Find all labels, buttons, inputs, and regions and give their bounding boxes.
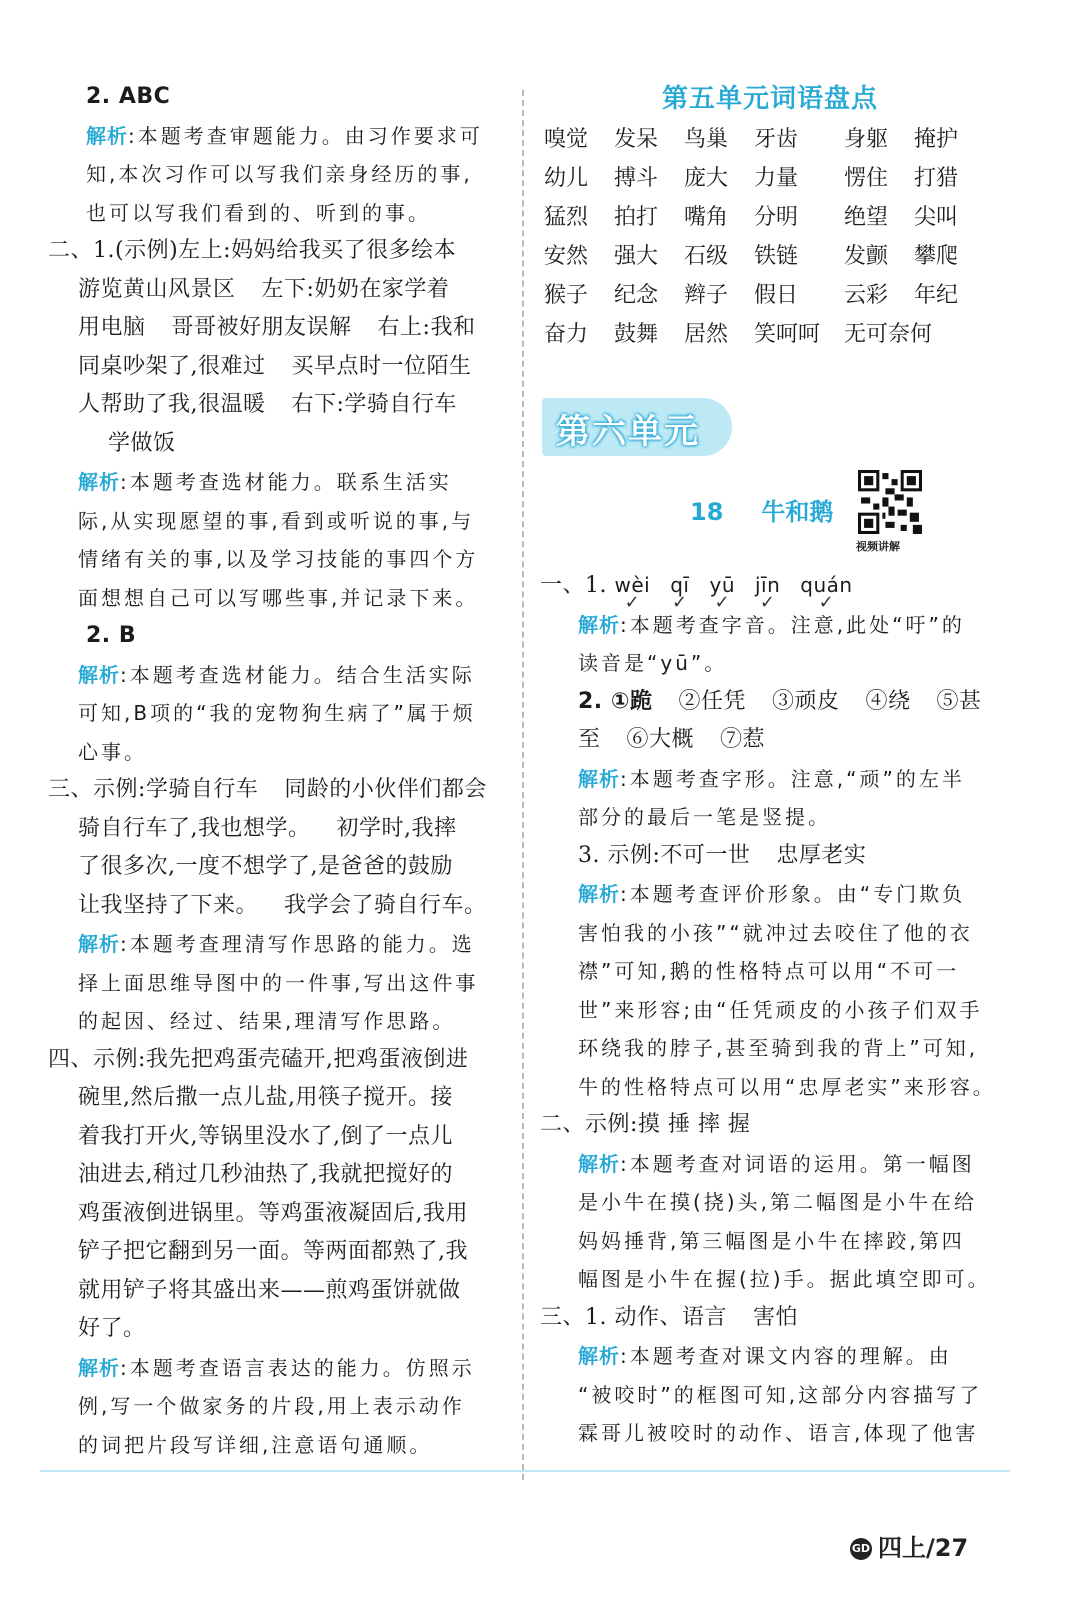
answer-line: 至 ⑥大概 ⑦惹 [578, 727, 766, 752]
answer-line: 油进去,稍过几秒油热了,我就把搅好的 [78, 1162, 453, 1187]
unit-banner [542, 398, 732, 456]
vocab-word: 无可奈何 [844, 322, 933, 347]
analysis-label: 解析 [78, 932, 120, 956]
vocab-word: 分明 [754, 205, 799, 230]
analysis-line: 解析:本题考查对课文内容的理解。由 [578, 1344, 952, 1368]
answer-line: 让我坚持了下来。 我学会了骑自行车。 [78, 892, 487, 918]
analysis-line: 解析:本题考查语言表达的能力。仿照示 [78, 1355, 475, 1380]
left-column [48, 78, 508, 1464]
answer-line: 碗里,然后撒一点儿盐,用筷子搅开。接 [78, 1085, 453, 1110]
analysis-line: 解析:本题考查选材能力。联系生活实 [78, 470, 452, 494]
answer-line: 着我打开火,等锅里没水了,倒了一点儿 [78, 1123, 453, 1149]
vocab-word: 身躯 [844, 127, 889, 152]
answer-line: 就用铲子将其盛出来——煎鸡蛋饼就做 [78, 1277, 461, 1303]
answer-line: 一、1. wèi ✓ qī ✓ yū ✓ jīn ✓ quán ✓ [540, 566, 1000, 606]
pinyin-answer: wèi ✓ [615, 566, 651, 605]
answer-line: 2. ABC [86, 84, 171, 109]
analysis-label: 解析 [78, 470, 120, 494]
analysis-label: 解析 [578, 766, 620, 791]
analysis-line: 霖哥儿被咬时的动作、语言,体现了他害 [578, 1421, 979, 1445]
vocab-word: 纪念 [614, 283, 659, 308]
answer-line: 好了。 [78, 1316, 146, 1341]
vocab-word: 云彩 [844, 283, 889, 308]
analysis-line: 知,本次习作可以写我们亲身经历的事, [86, 162, 473, 186]
qr-caption: 视频讲解 [856, 540, 900, 553]
answer-line: 铲子把它翻到另一面。等两面都熟了,我 [78, 1239, 468, 1264]
vocab-word: 居然 [684, 322, 729, 347]
vocab-word: 笑呵呵 [754, 322, 821, 347]
vocab-word: 年纪 [914, 283, 959, 308]
vocab-word: 力量 [754, 166, 799, 191]
analysis-line: 情绪有关的事,以及学习技能的事四个方 [78, 547, 479, 571]
answer-line: 人帮助了我,很温暖 右下:学骑自行车 [78, 392, 457, 417]
vocab-word: 愣住 [844, 166, 889, 191]
analysis-line: 解析:本题考查对词语的运用。第一幅图 [578, 1151, 975, 1176]
answer-line: 用电脑 哥哥被好朋友误解 右上:我和 [78, 315, 476, 340]
footer-rule [40, 1470, 1010, 1472]
analysis-line: 是小牛在摸(挠)头,第二幅图是小牛在给 [578, 1190, 977, 1214]
analysis-line: 牛的性格特点可以用“忠厚老实”来形容。 [578, 1074, 996, 1099]
analysis-line: 襟”可知,鹅的性格特点可以用“不可一 [578, 959, 960, 983]
analysis-line: 解析:本题考查审题能力。由习作要求可 [86, 123, 483, 148]
answer-line: 3. 示例:不可一世 忠厚老实 [578, 842, 867, 868]
vocab-word: 绝望 [844, 205, 889, 230]
answer-line: 学做饭 [108, 430, 176, 456]
lesson-title: 18 牛和鹅 [690, 498, 834, 526]
analysis-line: 环绕我的脖子,甚至骑到我的背上”可知, [578, 1036, 979, 1060]
vocab-word: 掩护 [914, 127, 959, 152]
analysis-line: 世”来形容;由“任凭顽皮的小孩子们双手 [578, 997, 983, 1022]
vocab-word: 石级 [684, 244, 729, 269]
analysis-line: 解析:本题考查理清写作思路的能力。选 [78, 932, 475, 956]
column-divider [522, 90, 524, 1480]
analysis-label: 解析 [78, 1355, 120, 1380]
analysis-line: 可知,B项的“我的宠物狗生病了”属于烦 [78, 701, 476, 725]
analysis-line: 际,从实现愿望的事,看到或听说的事,与 [78, 508, 475, 533]
answer-line: 三、1. 动作、语言 害怕 [540, 1304, 798, 1330]
vocab-grid [540, 120, 1000, 354]
analysis-line: 心事。 [78, 739, 147, 764]
analysis-line: 择上面思维导图中的一件事,写出这件事 [78, 970, 479, 995]
lesson-header [540, 462, 1000, 558]
vocab-word: 发颤 [844, 244, 889, 269]
vocab-word: 猴子 [544, 283, 589, 308]
analysis-line: 妈妈捶背,第三幅图是小牛在摔跤,第四 [578, 1228, 965, 1253]
vocab-word: 尖叫 [914, 205, 959, 230]
analysis-line: 解析:本题考查评价形象。由“专门欺负 [578, 882, 966, 906]
pinyin-answers [615, 573, 873, 597]
vocab-word: 打猎 [914, 166, 959, 191]
answer-line: 三、示例:学骑自行车 同龄的小伙伴们都会 [48, 777, 487, 802]
vocab-word: 鸟巢 [684, 127, 729, 152]
vocab-word: 强大 [614, 244, 659, 269]
vocab-word: 辫子 [684, 283, 729, 308]
vocab-word: 嗅觉 [544, 127, 589, 152]
analysis-line: 幅图是小牛在握(拉)手。据此填空即可。 [578, 1267, 991, 1291]
analysis-label: 解析 [86, 123, 128, 148]
vocab-word: 牙齿 [754, 127, 799, 152]
analysis-line: 解析:本题考查字形。注意,“顽”的左半 [578, 766, 965, 791]
pinyin-answer: quán ✓ [800, 566, 852, 605]
vocab-word: 安然 [544, 244, 589, 269]
answer-line: 二、示例:摸 捶 摔 握 [540, 1112, 751, 1137]
vocab-word: 铁链 [754, 244, 799, 269]
answer-line: 骑自行车了,我也想学。 初学时,我摔 [78, 815, 457, 841]
answer-line: 同桌吵架了,很难过 买早点时一位陌生 [78, 353, 472, 379]
vocab-word: 发呆 [614, 127, 659, 152]
vocab-word: 奋力 [544, 322, 589, 347]
analysis-line: 解析:本题考查选材能力。结合生活实际 [78, 662, 475, 687]
unit-banner-text: 第六单元 [556, 412, 700, 452]
answer-line: 2. B [86, 623, 137, 648]
vocab-word: 假日 [754, 283, 799, 308]
answer-line: 2. ①跪 ②任凭 ③顽皮 ④绕 ⑤甚 [578, 688, 982, 714]
analysis-label: 解析 [78, 662, 120, 687]
analysis-line: 解析:本题考查字音。注意,此处“吁”的 [578, 612, 965, 637]
vocab-word: 庞大 [684, 166, 729, 191]
vocab-word: 猛烈 [544, 205, 589, 230]
analysis-label: 解析 [578, 612, 620, 637]
vocab-word: 鼓舞 [614, 322, 659, 347]
right-column [540, 78, 1000, 1453]
answer-line: 二、1.(示例)左上:妈妈给我买了很多绘本 [48, 238, 457, 263]
page-number: GD 四上/27 [851, 1534, 969, 1562]
analysis-line: 部分的最后一笔是竖提。 [578, 805, 831, 829]
vocab-word: 攀爬 [914, 244, 959, 269]
analysis-line: 例,写一个做家务的片段,用上表示动作 [78, 1394, 465, 1418]
analysis-line: “被咬时”的框图可知,这部分内容描写了 [578, 1382, 983, 1407]
analysis-label: 解析 [578, 882, 620, 906]
answer-line: 四、示例:我先把鸡蛋壳磕开,把鸡蛋液倒进 [48, 1046, 469, 1072]
answer-line: 了很多次,一度不想学了,是爸爸的鼓励 [78, 854, 453, 879]
pinyin-answer: jīn ✓ [755, 566, 780, 605]
analysis-label: 解析 [578, 1344, 620, 1368]
qr-code-icon[interactable] [858, 470, 922, 534]
pinyin-answer: qī ✓ [670, 566, 689, 605]
analysis-line: 读音是“yū”。 [578, 651, 728, 675]
pinyin-answer: yū ✓ [709, 566, 735, 605]
analysis-line: 也可以写我们看到的、听到的事。 [86, 200, 431, 225]
vocab-section-title: 第五单元词语盘点 [661, 84, 878, 114]
answer-line: 游览黄山风景区 左下:奶奶在家学着 [78, 276, 450, 302]
vocab-word: 幼儿 [544, 166, 589, 191]
analysis-line: 的词把片段写详细,注意语句通顺。 [78, 1432, 433, 1457]
vocab-word: 拍打 [614, 205, 659, 230]
analysis-line: 的起因、经过、结果,理清写作思路。 [78, 1009, 456, 1033]
analysis-line: 面想想自己可以写哪些事,并记录下来。 [78, 585, 479, 610]
analysis-line: 害怕我的小孩”“就冲过去咬住了他的衣 [578, 920, 973, 945]
answer-line: 鸡蛋液倒进锅里。等鸡蛋液凝固后,我用 [78, 1200, 468, 1226]
vocab-word: 嘴角 [684, 205, 729, 230]
vocab-word: 搏斗 [614, 166, 659, 191]
region-badge-icon: GD [850, 1538, 872, 1560]
analysis-label: 解析 [578, 1151, 620, 1176]
